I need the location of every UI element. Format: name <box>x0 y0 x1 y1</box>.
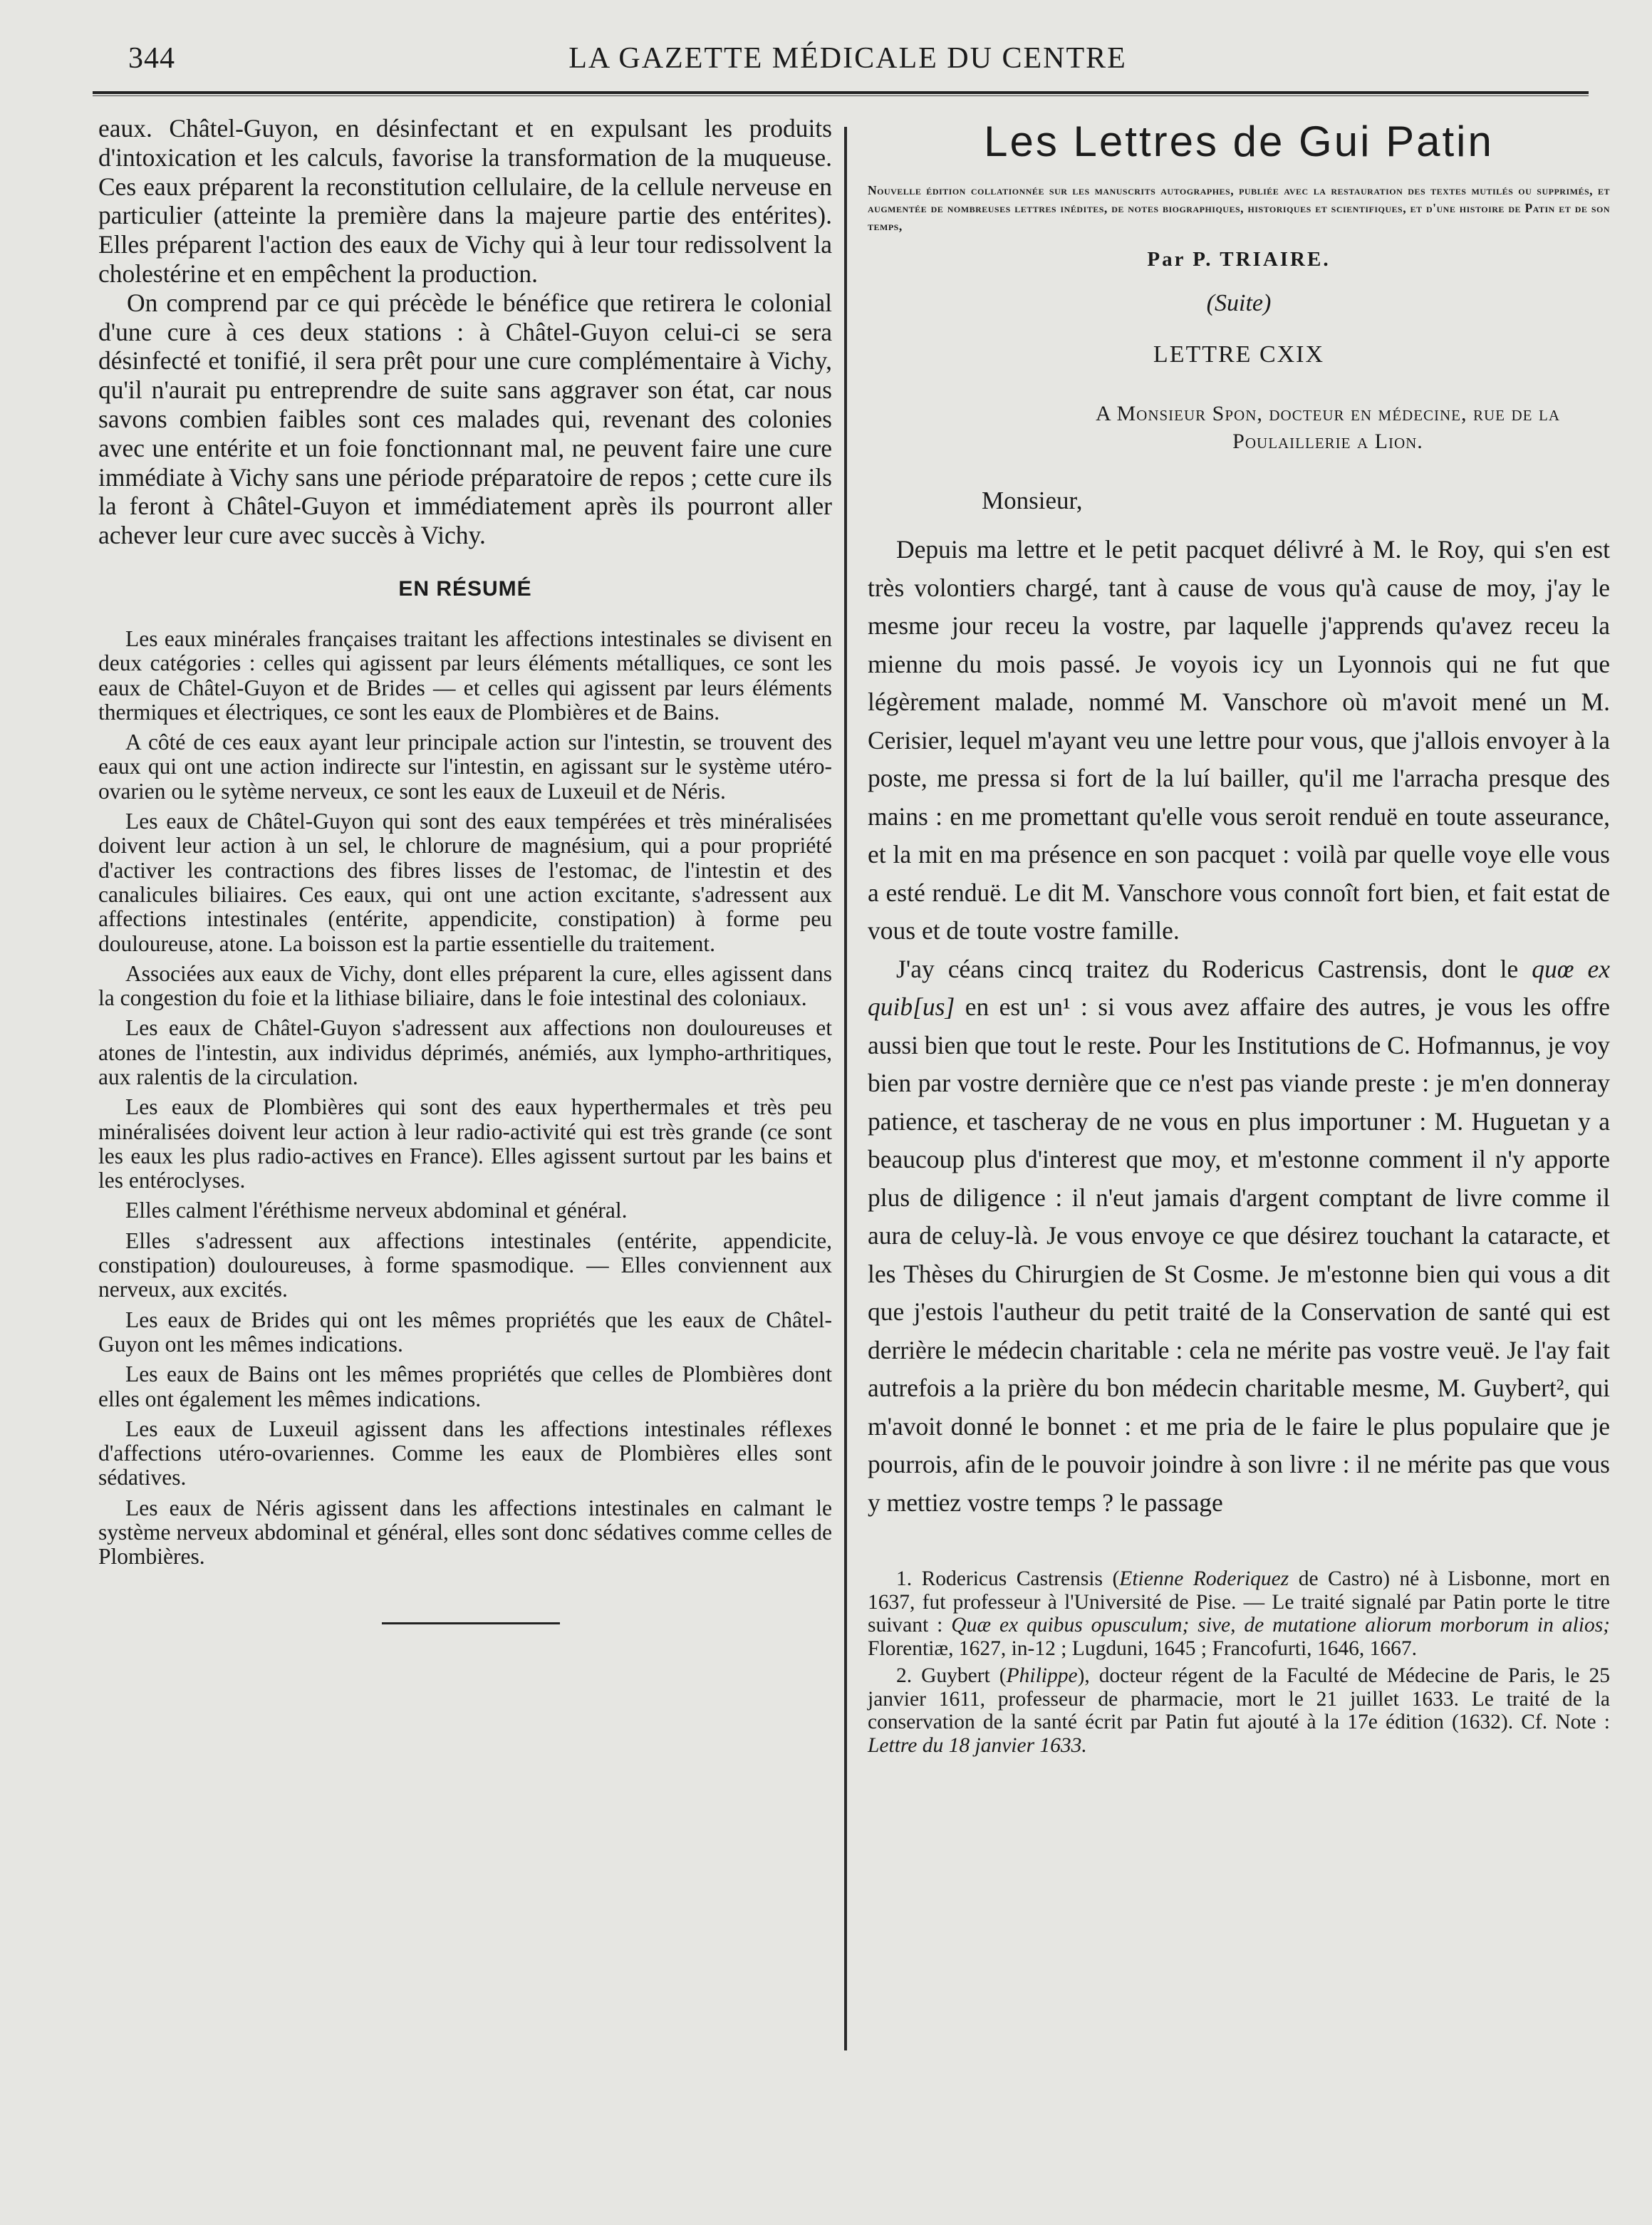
footnote-text-italic: Lettre du 18 janvier 1633. <box>868 1733 1087 1757</box>
footnote-text-italic: Philippe <box>1006 1664 1078 1687</box>
article-subtitle: Nouvelle édition collationnée sur les manuscrits autographes, publiée avec la restauration des textes mutilés ou supprimés, et augmentée de nombreuses lettres inédites, de notes biographiques, historiques et scientifiques, et d'une histoire de Patin et de son temps, <box>868 183 1610 233</box>
footnote-text: de Castro) né à Lisbonne, mort en 1637, fut professeur à l'Université de Pise. — Le traité signalé par Patin porte le titre suivant : <box>868 1567 1610 1637</box>
article-title: Les Lettres de Gui Patin <box>984 118 1494 165</box>
resume-paragraph: Associées aux eaux de Vichy, dont elles préparent la cure, elles agissent dans la congestion du foie et la lithiase biliaire, dans le foie intestinal des coloniaux. <box>98 960 832 1011</box>
footnote-text-italic: Quæ ex quibus opusculum; sive, de mutatione aliorum morborum in alios; <box>951 1614 1610 1637</box>
intro-paragraph: On comprend par ce qui précède le bénéfice que retirera le colonial d'une cure à ces deux stations : à Châtel-Guyon celui-ci se sera désinfecté et tonifié, il sera prêt pour une cure complémentaire à Vichy, qu'il n'aurait pu entreprendre de suite sans aggraver son état, car nous savons combien faibles sont ces malades qui, revenant des colonies avec une entérite et un foie fonctionnant mal, ne peuvent faire une cure immédiate à Vichy sans une période préparatoire de repos ; cette cure ils la feront à Châtel-Guyon et immédiatement après ils pourront aller achever leur cure avec succès à Vichy. <box>98 288 832 550</box>
letter-body <box>868 531 1610 1522</box>
resume-paragraph: Elles calment l'éréthisme nerveux abdominal et général. <box>125 1198 628 1223</box>
right-column <box>868 114 1610 1761</box>
resume-paragraph: Les eaux de Brides qui ont les mêmes propriétés que les eaux de Châtel-Guyon ont les mêmes indications. <box>98 1307 832 1357</box>
resume-paragraph: Les eaux minérales françaises traitant les affections intestinales se divisent en deux catégories : celles qui agissent par leurs éléments métalliques, ce sont les eaux de Châtel-Guyon et de Brides — et celles qui agissent par leurs éléments thermiques et électriques, ce sont les eaux de Plombières et de Bains. <box>98 626 832 725</box>
page-number: 344 <box>128 42 175 75</box>
footnote-1 <box>868 1567 1610 1660</box>
running-head: LA GAZETTE MÉDICALE DU CENTRE <box>568 42 1127 75</box>
footnote-text: 2. Guybert ( <box>896 1664 1007 1687</box>
header-rule <box>93 91 1589 96</box>
resume-paragraph: Elles s'adressent aux affections intestinales (entérite, appendicite, constipation) douloureuses, à forme spasmodique. — Elles conviennent aux nerveux, aux excités. <box>98 1228 832 1302</box>
letter-number: LETTRE CXIX <box>1153 341 1325 368</box>
letter-salutation: Monsieur, <box>982 487 1083 514</box>
letter-text: J'ay céans cincq traitez du Rodericus Castrensis, dont le <box>896 954 1532 983</box>
resume-paragraph: Les eaux de Châtel-Guyon qui sont des eaux tempérées et très minéralisées doivent leur action à un sel, le chlorure de magnésium, qui a pour propriété d'activer les contractions des fibres lisses de l'estomac, de l'intestin et des canalicules biliaires. Ces eaux, qui ont une action excitante, s'adressent aux affections intestinales (entérite, appendicite, constipation) à forme peu douloureuse, atone. La boisson est la partie essentielle du traitement. <box>98 809 832 956</box>
letter-text: en est un¹ : si vous avez affaire des autres, je vous les offre aussi bien que tout le reste. Pour les Institutions de C. Hofmannus, je voy bien par vostre dernière que ce n'est pas viande preste : je m'en donneray patience, et tascheray de ne vous en plus importuner : M. Huguetan y a beaucoup plus d'interest que moy, et m'estonne comment il n'y apporte plus de diligence : il n'eut jamais d'argent comptant de livre comme il aura de celuy-là. Je vous envoye ce que désirez touchant la cataracte, et les Thèses du Chirurgien de St Cosme. Je m'estonne bien qui vous a dit que j'estois l'autheur du petit traité de la Conservation de santé qui est derrière le médecin charitable : cela ne mérite pas vostre veuë. Je l'ay fait autrefois a la prière du bon médecin charitable mesme, M. Guybert², qui m'avoit donné le bonnet : et me pria de le faire le plus populaire que je pourrois, afin de le pouvoir joindre à son livre : il ne mérite pas que vous y mettiez vostre temps ? le passage <box>868 992 1610 1517</box>
footnote-text-italic: Etienne Roderiquez <box>1119 1567 1289 1590</box>
resume-paragraph: Les eaux de Châtel-Guyon s'adressent aux affections non douloureuses et atones de l'intestin, aux individus déprimés, anémiés, aux lympho-arthritiques, aux ralentis de la circulation. <box>98 1015 832 1089</box>
resume-paragraph: A côté de ces eaux ayant leur principale action sur l'intestin, se trouvent des eaux qui ont une action indirecte sur l'intestin, en agissant sur le système utéro-ovarien ou le sytème nerveux, ce sont les eaux de Luxeuil et de Néris. <box>98 730 832 804</box>
continued-label: (Suite) <box>1206 290 1272 316</box>
letter-paragraph <box>868 950 1610 1523</box>
footnote-text: 1. Rodericus Castrensis ( <box>896 1567 1120 1590</box>
letter-text-italic: quœ ex quib[us] <box>868 954 1610 1021</box>
resume-paragraph: Les eaux de Bains ont les mêmes propriétés que celles de Plombières dont elles ont également les mêmes indications. <box>98 1362 832 1411</box>
resume-paragraph: Les eaux de Néris agissent dans les affections intestinales en calmant le système nerveux abdominal et général, elles sont donc sédatives comme celles de Plombières. <box>98 1495 832 1570</box>
letter-paragraph: Depuis ma lettre et le petit pacquet délivré à M. le Roy, qui s'en est très volontiers chargé, tant à cause de vous qu'à cause de moy, j'ay le mesme jour receu la vostre, par laquelle j'apprends qu'avez receu la mienne du mois passé. Je voyois icy un Lyonnois qui ne fut que légèrement malade, nommé M. Vanschore où m'avoit mené un M. Cerisier, lequel m'ayant veu une lettre pour vous, que j'allois envoyer à la poste, me pressa si fort de la luí bailler, qu'il me l'arracha presque des mains : en me promettant qu'elle vous seroit renduë en toute asseurance, et la mit en ma présence en son pacquet : voilà par quelle voye elle vous a esté renduë. Le dit M. Vanschore vous connoît fort bien, et fait estat de vous et de toute vostre famille. <box>868 535 1610 945</box>
intro-paragraph: eaux. Châtel-Guyon, en désinfectant et en expulsant les produits d'intoxication et les calculs, favorise la transformation de la muqueuse. Ces eaux préparent la reconstitution cellulaire, de la cellule nerveuse en particulier (atteinte la première dans la majeure partie des entérites). Elles préparent l'action des eaux de Vichy qui à leur tour redissolvent la cholestérine et en empêchent la production. <box>98 114 832 288</box>
intro-text <box>98 114 832 550</box>
footnote-text: ), docteur régent de la Faculté de Médecine de Paris, le 25 janvier 1611, professeur de pharmacie, mort le 21 juillet 1633. Le traité de la conservation de la santé écrit par Patin fut ajouté à la 17e édition (1632). Cf. Note : <box>868 1664 1610 1733</box>
letter-addressee: A Monsieur Spon, docteur en médecine, rue de la Poulaillerie a Lion. <box>1095 402 1560 453</box>
resume-paragraph: Les eaux de Luxeuil agissent dans les affections intestinales réflexes d'affections utéro-ovariennes. Comme les eaux de Plombières elles sont sédatives. <box>98 1416 832 1490</box>
left-column <box>98 114 832 1624</box>
footnotes <box>868 1567 1610 1757</box>
section-heading: EN RÉSUMÉ <box>398 576 532 601</box>
author-byline: Par P. TRIAIRE. <box>1147 248 1331 271</box>
footnote-2 <box>868 1664 1610 1757</box>
section-end-rule <box>382 1622 560 1624</box>
column-divider <box>844 127 847 2050</box>
resume-paragraph: Les eaux de Plombières qui sont des eaux hyperthermales et très peu minéralisées doivent leur action à leur radio-activité qui est très grande (ce sont les eaux les plus radio-actives en France). Elles agissent surtout par les bains et les entéroclyses. <box>98 1094 832 1193</box>
footnote-text: Florentiæ, 1627, in-12 ; Lugduni, 1645 ; Francofurti, 1646, 1667. <box>868 1637 1418 1660</box>
resume-section <box>98 627 832 1570</box>
